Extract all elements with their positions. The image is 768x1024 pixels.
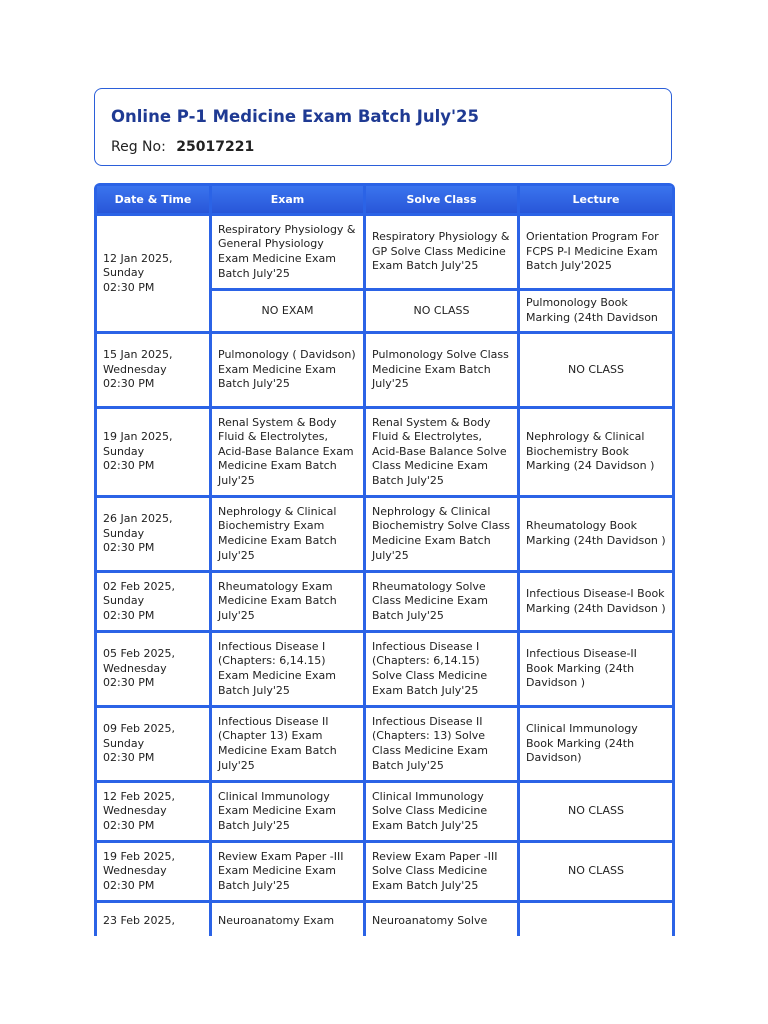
- solve-class-cell: Clinical Immunology Solve Class Medicine Exam Batch July'25: [366, 783, 517, 840]
- time-text: 02:30 PM: [103, 818, 155, 832]
- table-row: [97, 498, 672, 570]
- exam-cell: Clinical Immunology Exam Medicine Exam Batch July'25: [212, 783, 363, 840]
- table-row: [97, 633, 672, 705]
- date-cell: [97, 334, 209, 406]
- day-text: Wednesday: [103, 804, 167, 818]
- table-row: [97, 783, 672, 840]
- time-text: 02:30 PM: [103, 608, 155, 622]
- table-row: [97, 573, 672, 630]
- date-text: 09 Feb 2025,: [103, 722, 175, 736]
- date-cell: [97, 783, 209, 840]
- time-text: 02:30 PM: [103, 377, 155, 391]
- date-text: 02 Feb 2025,: [103, 579, 175, 593]
- schedule-table: [94, 183, 675, 936]
- date-text: 19 Feb 2025,: [103, 849, 175, 863]
- time-text: 02:30 PM: [103, 280, 155, 294]
- lecture-cell: NO CLASS: [520, 783, 672, 840]
- lecture-cell: Orientation Program For FCPS P-I Medicine Exam Batch July'2025: [520, 216, 672, 288]
- lecture-cell: NO CLASS: [520, 334, 672, 406]
- date-cell: [97, 216, 209, 331]
- date-text: 12 Feb 2025,: [103, 789, 175, 803]
- lecture-cell: [520, 903, 672, 936]
- time-text: 02:30 PM: [103, 541, 155, 555]
- day-text: Sunday: [103, 594, 145, 608]
- exam-cell: Rheumatology Exam Medicine Exam Batch July'25: [212, 573, 363, 630]
- day-text: Wednesday: [103, 362, 167, 376]
- time-text: 02:30 PM: [103, 751, 155, 765]
- date-cell: [97, 903, 209, 936]
- solve-class-cell: Rheumatology Solve Class Medicine Exam Batch July'25: [366, 573, 517, 630]
- date-cell: [97, 708, 209, 780]
- time-text: 02:30 PM: [103, 878, 155, 892]
- lecture-cell: Pulmonology Book Marking (24th Davidson: [520, 291, 672, 331]
- reg-value: 25017221: [176, 139, 255, 155]
- exam-cell: Review Exam Paper -III Exam Medicine Exam Batch July'25: [212, 843, 363, 900]
- exam-cell: Respiratory Physiology & General Physiology Exam Medicine Exam Batch July'25: [212, 216, 363, 288]
- day-text: Sunday: [103, 444, 145, 458]
- solve-class-cell: Infectious Disease II (Chapters: 13) Solve Class Medicine Exam Batch July'25: [366, 708, 517, 780]
- table-row: [97, 708, 672, 780]
- exam-cell: Infectious Disease II (Chapter 13) Exam Medicine Exam Batch July'25: [212, 708, 363, 780]
- solve-class-cell: Renal System & Body Fluid & Electrolytes, Acid-Base Balance Solve Class Medicine Exam Batch July'25: [366, 409, 517, 495]
- date-cell: [97, 573, 209, 630]
- page-title: Online P-1 Medicine Exam Batch July'25: [111, 107, 480, 126]
- solve-class-cell: Nephrology & Clinical Biochemistry Solve Class Medicine Exam Batch July'25: [366, 498, 517, 570]
- exam-cell: Nephrology & Clinical Biochemistry Exam Medicine Exam Batch July'25: [212, 498, 363, 570]
- date-text: 26 Jan 2025,: [103, 512, 173, 526]
- time-text: 02:30 PM: [103, 676, 155, 690]
- day-text: Sunday: [103, 526, 145, 540]
- header-card: [94, 88, 672, 166]
- day-text: Wednesday: [103, 661, 167, 675]
- table-row: [97, 216, 672, 288]
- day-text: Sunday: [103, 736, 145, 750]
- day-text: Sunday: [103, 266, 145, 280]
- lecture-cell: Rheumatology Book Marking (24th Davidson ): [520, 498, 672, 570]
- lecture-cell: Clinical Immunology Book Marking (24th Davidson): [520, 708, 672, 780]
- table-header-row: [97, 186, 672, 213]
- date-text: 12 Jan 2025,: [103, 251, 173, 265]
- exam-cell: Neuroanatomy Exam: [212, 903, 363, 936]
- exam-cell: Renal System & Body Fluid & Electrolytes, Acid-Base Balance Exam Medicine Exam Batch July'25: [212, 409, 363, 495]
- solve-class-cell: Respiratory Physiology & GP Solve Class Medicine Exam Batch July'25: [366, 216, 517, 288]
- column-header-lecture: Lecture: [520, 186, 672, 213]
- date-text: 05 Feb 2025,: [103, 647, 175, 661]
- solve-class-cell: Infectious Disease I (Chapters: 6,14.15) Solve Class Medicine Exam Batch July'25: [366, 633, 517, 705]
- schedule-table-container: [94, 183, 675, 936]
- time-text: 02:30 PM: [103, 459, 155, 473]
- date-cell: [97, 409, 209, 495]
- solve-class-cell: NO CLASS: [366, 291, 517, 331]
- date-text: 19 Jan 2025,: [103, 430, 173, 444]
- lecture-cell: Infectious Disease-I Book Marking (24th Davidson ): [520, 573, 672, 630]
- registration-number: [111, 139, 254, 155]
- table-row: [97, 843, 672, 900]
- day-text: Wednesday: [103, 864, 167, 878]
- lecture-cell: Nephrology & Clinical Biochemistry Book Marking (24 Davidson ): [520, 409, 672, 495]
- date-cell: [97, 633, 209, 705]
- lecture-cell: NO CLASS: [520, 843, 672, 900]
- solve-class-cell: Pulmonology Solve Class Medicine Exam Batch July'25: [366, 334, 517, 406]
- solve-class-cell: Neuroanatomy Solve: [366, 903, 517, 936]
- exam-cell: NO EXAM: [212, 291, 363, 331]
- date-text: 23 Feb 2025,: [103, 914, 175, 927]
- exam-cell: Pulmonology ( Davidson) Exam Medicine Exam Batch July'25: [212, 334, 363, 406]
- date-cell: [97, 843, 209, 900]
- date-text: 15 Jan 2025,: [103, 348, 173, 362]
- reg-label: Reg No:: [111, 139, 166, 155]
- column-header-solve-class: Solve Class: [366, 186, 517, 213]
- solve-class-cell: Review Exam Paper -III Solve Class Medicine Exam Batch July'25: [366, 843, 517, 900]
- exam-cell: Infectious Disease I (Chapters: 6,14.15) Exam Medicine Exam Batch July'25: [212, 633, 363, 705]
- table-row: [97, 409, 672, 495]
- table-row: [97, 903, 672, 936]
- column-header-date: Date & Time: [97, 186, 209, 213]
- lecture-cell: Infectious Disease-II Book Marking (24th Davidson ): [520, 633, 672, 705]
- column-header-exam: Exam: [212, 186, 363, 213]
- table-row: [97, 334, 672, 406]
- date-cell: [97, 498, 209, 570]
